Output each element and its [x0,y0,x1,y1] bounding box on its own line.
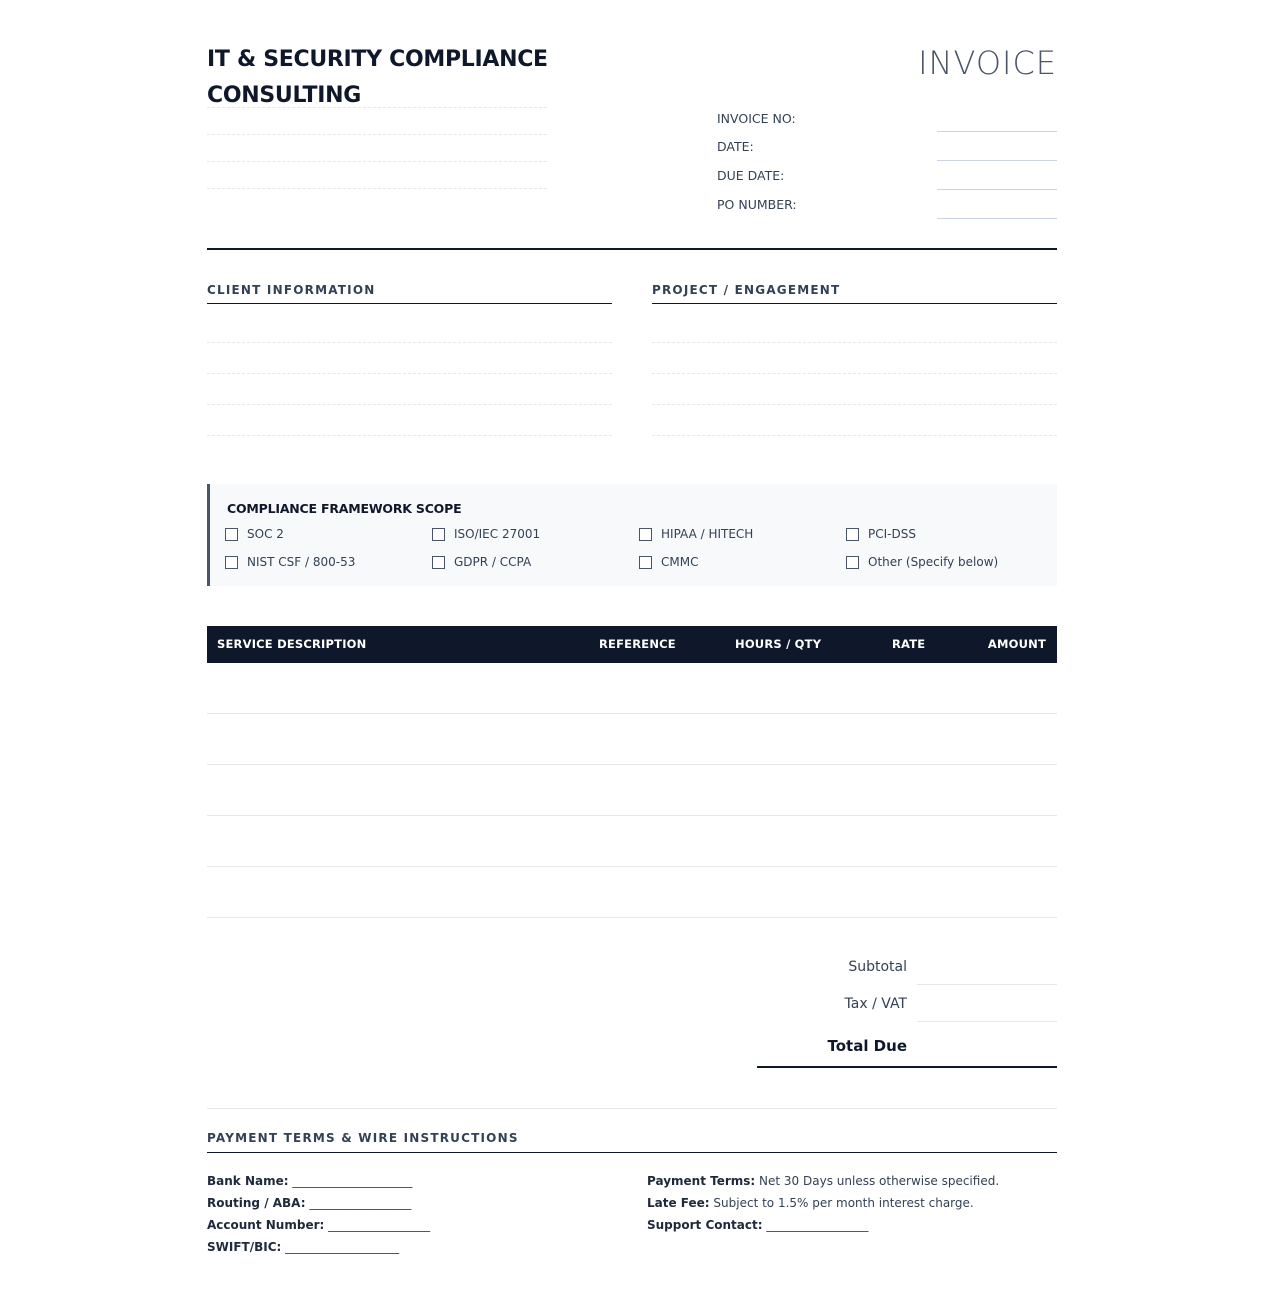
address-line [207,188,547,189]
project-line[interactable] [652,342,1057,343]
checkbox-gdpr[interactable] [432,555,531,569]
checkbox-iso27001[interactable] [432,527,540,541]
address-line [207,161,547,162]
checkbox-label: NIST CSF / 800-53 [247,555,356,569]
client-line[interactable] [207,404,612,405]
company-name: IT & SECURITY COMPLIANCE CONSULTING [207,47,548,108]
payment-terms-title: PAYMENT TERMS & WIRE INSTRUCTIONS [207,1131,1057,1153]
services-table-header [207,626,1057,663]
account-number-line [207,1218,430,1232]
po-number-label: PO NUMBER: [717,197,797,212]
support-contact-line [647,1218,868,1232]
project-line[interactable] [652,373,1057,374]
date-field[interactable] [937,160,1057,161]
address-line [207,107,547,108]
bank-name-line [207,1174,412,1188]
due-date-field[interactable] [937,189,1057,190]
subtotal-field[interactable] [917,984,1057,985]
column-rate: RATE [892,637,926,651]
tax-vat-label: Tax / VAT [844,996,907,1012]
project-line[interactable] [652,435,1057,436]
compliance-scope-title: COMPLIANCE FRAMEWORK SCOPE [227,501,462,516]
header-divider [207,248,1057,250]
checkbox-label: GDPR / CCPA [454,555,532,569]
support-contact-label: Support Contact: [647,1218,763,1232]
due-date-label: DUE DATE: [717,168,785,183]
bank-name-blank[interactable]: ____________________ [292,1174,413,1188]
payment-terms-line [647,1174,999,1188]
total-due-rule [757,1066,1057,1068]
invoice-title: INVOICE [918,44,1057,82]
checkbox-icon[interactable] [432,556,445,569]
checkbox-label: ISO/IEC 27001 [454,527,541,541]
checkbox-label: Other (Specify below) [868,555,999,569]
payment-terms-label: Payment Terms: [647,1174,756,1188]
client-line[interactable] [207,435,612,436]
client-line[interactable] [207,342,612,343]
checkbox-other[interactable] [846,555,998,569]
checkbox-icon[interactable] [225,556,238,569]
project-engagement-title: PROJECT / ENGAGEMENT [652,283,1057,304]
payment-terms-value: Net 30 Days unless otherwise specified. [759,1174,1000,1188]
column-amount: AMOUNT [987,637,1046,651]
bank-name-label: Bank Name: [207,1174,289,1188]
client-line[interactable] [207,373,612,374]
checkbox-cmmc[interactable] [639,555,698,569]
total-due-label: Total Due [827,1037,907,1055]
checkbox-icon[interactable] [225,528,238,541]
table-row[interactable] [207,866,1057,867]
checkbox-label: HIPAA / HITECH [661,527,754,541]
tax-vat-field[interactable] [917,1021,1057,1022]
column-reference: REFERENCE [599,637,676,651]
invoice-no-label: INVOICE NO: [717,111,796,126]
subtotal-label: Subtotal [848,959,907,975]
invoice-page [207,0,1057,1296]
swift-blank[interactable]: ___________________ [285,1240,400,1254]
checkbox-pci-dss[interactable] [846,527,916,541]
table-row[interactable] [207,713,1057,714]
footer-divider [207,1108,1057,1109]
checkbox-icon[interactable] [639,528,652,541]
account-number-label: Account Number: [207,1218,325,1232]
table-row[interactable] [207,764,1057,765]
table-row[interactable] [207,815,1057,816]
invoice-no-field[interactable] [937,131,1057,132]
date-label: DATE: [717,139,754,154]
compliance-scope-box [207,484,1057,586]
routing-line [207,1196,411,1210]
checkbox-label: CMMC [661,555,699,569]
routing-blank[interactable]: _________________ [309,1196,412,1210]
swift-line [207,1240,399,1254]
column-service-description: SERVICE DESCRIPTION [217,637,367,651]
project-line[interactable] [652,404,1057,405]
late-fee-line [647,1196,974,1210]
checkbox-icon[interactable] [846,556,859,569]
column-hours-qty: HOURS / QTY [735,637,822,651]
late-fee-label: Late Fee: [647,1196,710,1210]
address-line [207,134,547,135]
late-fee-value: Subject to 1.5% per month interest charge. [713,1196,974,1210]
checkbox-soc2[interactable] [225,527,284,541]
table-row[interactable] [207,917,1057,918]
account-number-blank[interactable]: _________________ [328,1218,431,1232]
checkbox-icon[interactable] [432,528,445,541]
checkbox-label: PCI-DSS [868,527,916,541]
checkbox-label: SOC 2 [247,527,284,541]
checkbox-nist[interactable] [225,555,355,569]
checkbox-icon[interactable] [639,556,652,569]
swift-label: SWIFT/BIC: [207,1240,282,1254]
client-information-title: CLIENT INFORMATION [207,283,612,304]
checkbox-icon[interactable] [846,528,859,541]
support-contact-blank[interactable]: _________________ [766,1218,869,1232]
routing-label: Routing / ABA: [207,1196,306,1210]
po-number-field[interactable] [937,218,1057,219]
checkbox-hipaa[interactable] [639,527,753,541]
